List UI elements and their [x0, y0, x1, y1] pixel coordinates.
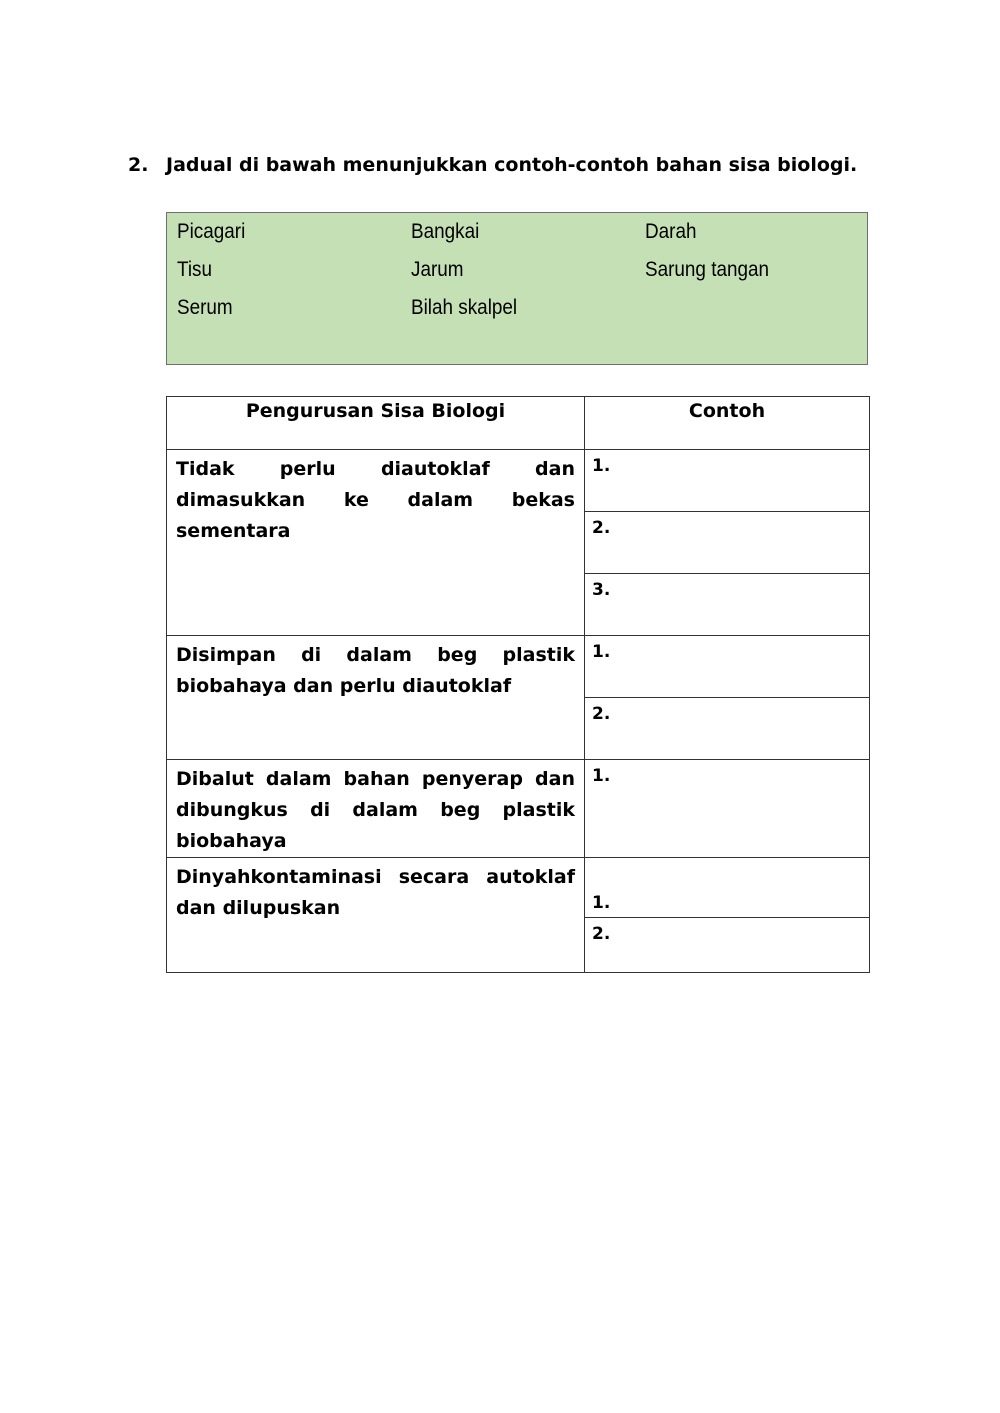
- word-item: Bilah skalpel: [411, 296, 518, 319]
- question-text: Jadual di bawah menunjukkan contoh-contoh bahan sisa biologi.: [166, 154, 858, 176]
- example-answer-slot[interactable]: 1.: [585, 636, 870, 698]
- header-example: Contoh: [585, 397, 870, 450]
- word-item: Bangkai: [411, 220, 480, 243]
- example-answer-slot[interactable]: 2.: [585, 918, 870, 973]
- management-description: Dinyahkontaminasi secara autoklaf dan dilupuskan: [167, 858, 585, 973]
- word-item: Tisu: [177, 258, 213, 281]
- word-item: Picagari: [177, 220, 246, 243]
- example-answer-slot[interactable]: 1.: [585, 760, 870, 858]
- management-description: Dibalut dalam bahan penyerap dan dibungkus di dalam beg plastik biobahaya: [167, 760, 585, 858]
- example-answer-slot[interactable]: 2.: [585, 512, 870, 574]
- header-management: Pengurusan Sisa Biologi: [167, 397, 585, 450]
- management-description: Tidak perlu diautoklaf dan dimasukkan ke dalam bekas sementara: [167, 450, 585, 636]
- word-item: Sarung tangan: [645, 258, 770, 281]
- word-bank-box: [166, 212, 868, 365]
- example-answer-slot[interactable]: 3.: [585, 574, 870, 636]
- example-answer-slot[interactable]: 2.: [585, 698, 870, 760]
- waste-management-table: [166, 396, 870, 973]
- example-answer-slot[interactable]: 1.: [585, 450, 870, 512]
- example-answer-slot[interactable]: 1.: [585, 858, 870, 918]
- word-item: Serum: [177, 296, 233, 319]
- word-item: Darah: [645, 220, 697, 243]
- word-item: Jarum: [411, 258, 464, 281]
- question-number: 2.: [128, 154, 149, 176]
- question: [128, 150, 928, 180]
- management-description: Disimpan di dalam beg plastik biobahaya dan perlu diautoklaf: [167, 636, 585, 760]
